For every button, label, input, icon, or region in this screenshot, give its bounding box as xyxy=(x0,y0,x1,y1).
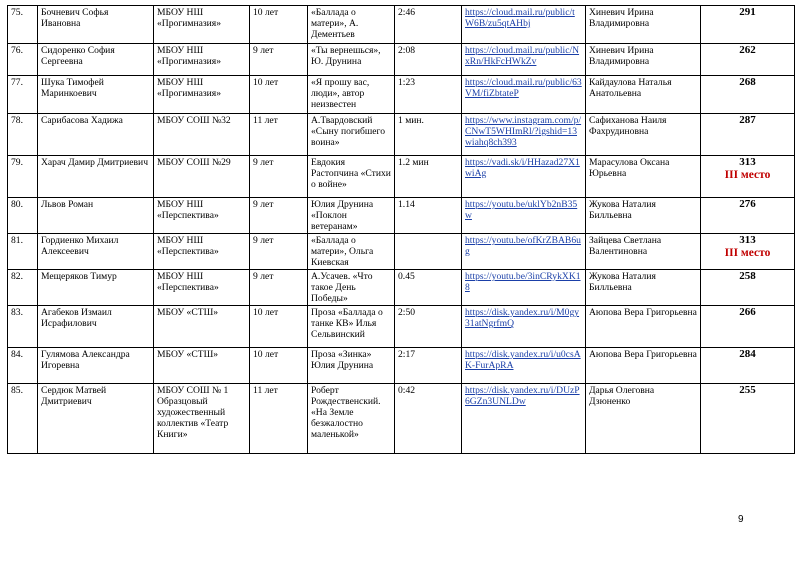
participant-name-cell: Шука Тимофей Маринкоевич xyxy=(38,76,154,114)
duration-cell: 1 мин. xyxy=(395,114,462,156)
video-link-cell[interactable] xyxy=(462,384,586,454)
table-row xyxy=(8,114,795,156)
duration-cell: 0:42 xyxy=(395,384,462,454)
video-link-cell[interactable] xyxy=(462,270,586,306)
teacher-name-cell: Зайцева Светлана Валентиновна xyxy=(586,234,701,270)
teacher-name-cell: Жукова Наталия Билльевна xyxy=(586,198,701,234)
row-number-cell: 80. xyxy=(8,198,38,234)
video-link[interactable]: https://cloud.mail.ru/public/63VM/fiZbtateP xyxy=(465,77,582,99)
work-title-cell: Проза «Зинка» Юлия Друнина xyxy=(308,348,395,384)
teacher-name-cell: Марасулова Оксана Юрьевна xyxy=(586,156,701,198)
place-award: III место xyxy=(724,169,771,181)
video-link-cell[interactable] xyxy=(462,234,586,270)
video-link[interactable]: https://disk.yandex.ru/i/M0gy31atNgrfmQ xyxy=(465,307,580,329)
score-cell xyxy=(701,348,795,384)
video-link-cell[interactable] xyxy=(462,6,586,44)
participant-age-cell: 11 лет xyxy=(250,384,308,454)
school-name-cell: МБОУ НШ «Прогимназия» xyxy=(154,44,250,76)
work-title-cell: А.Твардовский «Сыну погибшего воина» xyxy=(308,114,395,156)
duration-cell: 1.14 xyxy=(395,198,462,234)
video-link[interactable]: https://cloud.mail.ru/public/tW6B/zu5qtAHbj xyxy=(465,7,575,29)
table-row xyxy=(8,384,795,454)
table-row xyxy=(8,306,795,348)
table-row xyxy=(8,6,795,44)
teacher-name-cell: Жукова Наталия Билльевна xyxy=(586,270,701,306)
teacher-name-cell: Аюпова Вера Григорьевна xyxy=(586,306,701,348)
teacher-name-cell: Хиневич Ирина Владимировна xyxy=(586,6,701,44)
score-value: 291 xyxy=(739,6,756,18)
school-name-cell: МБОУ НШ «Перспектива» xyxy=(154,270,250,306)
table-row xyxy=(8,76,795,114)
participant-name-cell: Сердюк Матвей Дмитриевич xyxy=(38,384,154,454)
score-value: 262 xyxy=(739,44,756,56)
teacher-name-cell: Сафиханова Наиля Фахрудиновна xyxy=(586,114,701,156)
school-name-cell: МБОУ «СТШ» xyxy=(154,348,250,384)
participant-age-cell: 9 лет xyxy=(250,234,308,270)
score-value: 276 xyxy=(739,198,756,210)
table-row xyxy=(8,234,795,270)
participant-name-cell: Гордиенко Михаил Алексеевич xyxy=(38,234,154,270)
score-value: 255 xyxy=(739,384,756,396)
participant-age-cell: 10 лет xyxy=(250,76,308,114)
school-name-cell: МБОУ НШ «Прогимназия» xyxy=(154,6,250,44)
page-number: 9 xyxy=(738,514,744,525)
participant-name-cell: Мещеряков Тимур xyxy=(38,270,154,306)
school-name-cell: МБОУ СОШ №29 xyxy=(154,156,250,198)
row-number-cell: 79. xyxy=(8,156,38,198)
video-link-cell[interactable] xyxy=(462,114,586,156)
participant-name-cell: Сарибасова Хадижа xyxy=(38,114,154,156)
table-row xyxy=(8,348,795,384)
video-link-cell[interactable] xyxy=(462,76,586,114)
score-value: 313 xyxy=(739,234,756,246)
score-value: 266 xyxy=(739,306,756,318)
duration-cell: 1.2 мин xyxy=(395,156,462,198)
duration-cell: 1:23 xyxy=(395,76,462,114)
row-number-cell: 75. xyxy=(8,6,38,44)
work-title-cell: «Баллада о матери», А. Дементьев xyxy=(308,6,395,44)
school-name-cell: МБОУ НШ «Прогимназия» xyxy=(154,76,250,114)
score-cell xyxy=(701,384,795,454)
video-link[interactable]: https://disk.yandex.ru/i/DUzP6GZn3UNLDw xyxy=(465,385,580,407)
participant-age-cell: 10 лет xyxy=(250,6,308,44)
score-value: 268 xyxy=(739,76,756,88)
work-title-cell: «Баллада о матери», Ольга Киевская xyxy=(308,234,395,270)
duration-cell xyxy=(395,234,462,270)
duration-cell: 2:46 xyxy=(395,6,462,44)
participant-age-cell: 10 лет xyxy=(250,306,308,348)
participant-age-cell: 10 лет xyxy=(250,348,308,384)
work-title-cell: Роберт Рождественский. «На Земле безжалостно маленькой» xyxy=(308,384,395,454)
row-number-cell: 85. xyxy=(8,384,38,454)
school-name-cell: МБОУ СОШ №32 xyxy=(154,114,250,156)
teacher-name-cell: Хиневич Ирина Владимировна xyxy=(586,44,701,76)
participant-age-cell: 9 лет xyxy=(250,44,308,76)
table-row xyxy=(8,156,795,198)
video-link[interactable]: https://cloud.mail.ru/public/NxRn/HkFcHWkZv xyxy=(465,45,580,67)
video-link[interactable]: https://vadi.sk/i/HHazad27X1wiAg xyxy=(465,157,580,179)
score-cell xyxy=(701,306,795,348)
video-link-cell[interactable] xyxy=(462,44,586,76)
score-value: 313 xyxy=(739,156,756,168)
table-row xyxy=(8,270,795,306)
video-link[interactable]: https://youtu.be/ofKrZBAB6ug xyxy=(465,235,581,257)
participant-age-cell: 9 лет xyxy=(250,156,308,198)
participant-age-cell: 11 лет xyxy=(250,114,308,156)
work-title-cell: Юлия Друнина «Поклон ветеранам» xyxy=(308,198,395,234)
school-name-cell: МБОУ СОШ № 1 Образцовый художественный коллектив «Театр Книги» xyxy=(154,384,250,454)
participant-name-cell: Сидоренко София Сергеевна xyxy=(38,44,154,76)
row-number-cell: 76. xyxy=(8,44,38,76)
work-title-cell: Проза «Баллада о танке КВ» Илья Сельвинский xyxy=(308,306,395,348)
score-cell xyxy=(701,6,795,44)
score-cell xyxy=(701,270,795,306)
duration-cell: 2:17 xyxy=(395,348,462,384)
score-value: 287 xyxy=(739,114,756,126)
participant-name-cell: Гулямова Александра Игоревна xyxy=(38,348,154,384)
video-link-cell[interactable] xyxy=(462,306,586,348)
row-number-cell: 77. xyxy=(8,76,38,114)
score-cell xyxy=(701,44,795,76)
table-row xyxy=(8,198,795,234)
participant-name-cell: Бочневич Софья Ивановна xyxy=(38,6,154,44)
school-name-cell: МБОУ НШ «Перспектива» xyxy=(154,234,250,270)
participant-name-cell: Львов Роман xyxy=(38,198,154,234)
video-link-cell[interactable] xyxy=(462,348,586,384)
duration-cell: 0.45 xyxy=(395,270,462,306)
school-name-cell: МБОУ «СТШ» xyxy=(154,306,250,348)
row-number-cell: 81. xyxy=(8,234,38,270)
video-link[interactable]: https://youtu.be/uklYb2nB35w xyxy=(465,199,578,221)
video-link-cell[interactable] xyxy=(462,156,586,198)
work-title-cell: «Я прошу вас, люди», автор неизвестен xyxy=(308,76,395,114)
row-number-cell: 82. xyxy=(8,270,38,306)
work-title-cell: «Ты вернешься», Ю. Друнина xyxy=(308,44,395,76)
video-link[interactable]: https://disk.yandex.ru/i/u0csAK-FurApRA xyxy=(465,349,581,371)
score-cell xyxy=(701,114,795,156)
school-name-cell: МБОУ НШ «Перспектива» xyxy=(154,198,250,234)
score-cell xyxy=(701,76,795,114)
score-value: 258 xyxy=(739,270,756,282)
participant-age-cell: 9 лет xyxy=(250,270,308,306)
work-title-cell: Евдокия Растопчина «Стихи о войне» xyxy=(308,156,395,198)
participant-name-cell: Харач Дамир Дмитриевич xyxy=(38,156,154,198)
teacher-name-cell: Аюпова Вера Григорьевна xyxy=(586,348,701,384)
participant-name-cell: Агабеков Измаил Исрафилович xyxy=(38,306,154,348)
table-row xyxy=(8,44,795,76)
duration-cell: 2:50 xyxy=(395,306,462,348)
video-link-cell[interactable] xyxy=(462,198,586,234)
teacher-name-cell: Дарья Олеговна Дзюненко xyxy=(586,384,701,454)
duration-cell: 2:08 xyxy=(395,44,462,76)
work-title-cell: А.Усачев. «Что такое День Победы» xyxy=(308,270,395,306)
score-cell xyxy=(701,234,795,270)
score-value: 284 xyxy=(739,348,756,360)
participant-age-cell: 9 лет xyxy=(250,198,308,234)
video-link[interactable]: https://youtu.be/3inCRykXK18 xyxy=(465,271,581,293)
row-number-cell: 78. xyxy=(8,114,38,156)
row-number-cell: 84. xyxy=(8,348,38,384)
place-award: III место xyxy=(724,247,771,259)
score-cell xyxy=(701,198,795,234)
results-table xyxy=(7,5,795,454)
video-link[interactable]: https://www.instagram.com/p/CNwT5WHImRl/?igshid=13wiahq8ch393 xyxy=(465,115,582,148)
score-cell xyxy=(701,156,795,198)
teacher-name-cell: Кайдаулова Наталья Анатольевна xyxy=(586,76,701,114)
row-number-cell: 83. xyxy=(8,306,38,348)
